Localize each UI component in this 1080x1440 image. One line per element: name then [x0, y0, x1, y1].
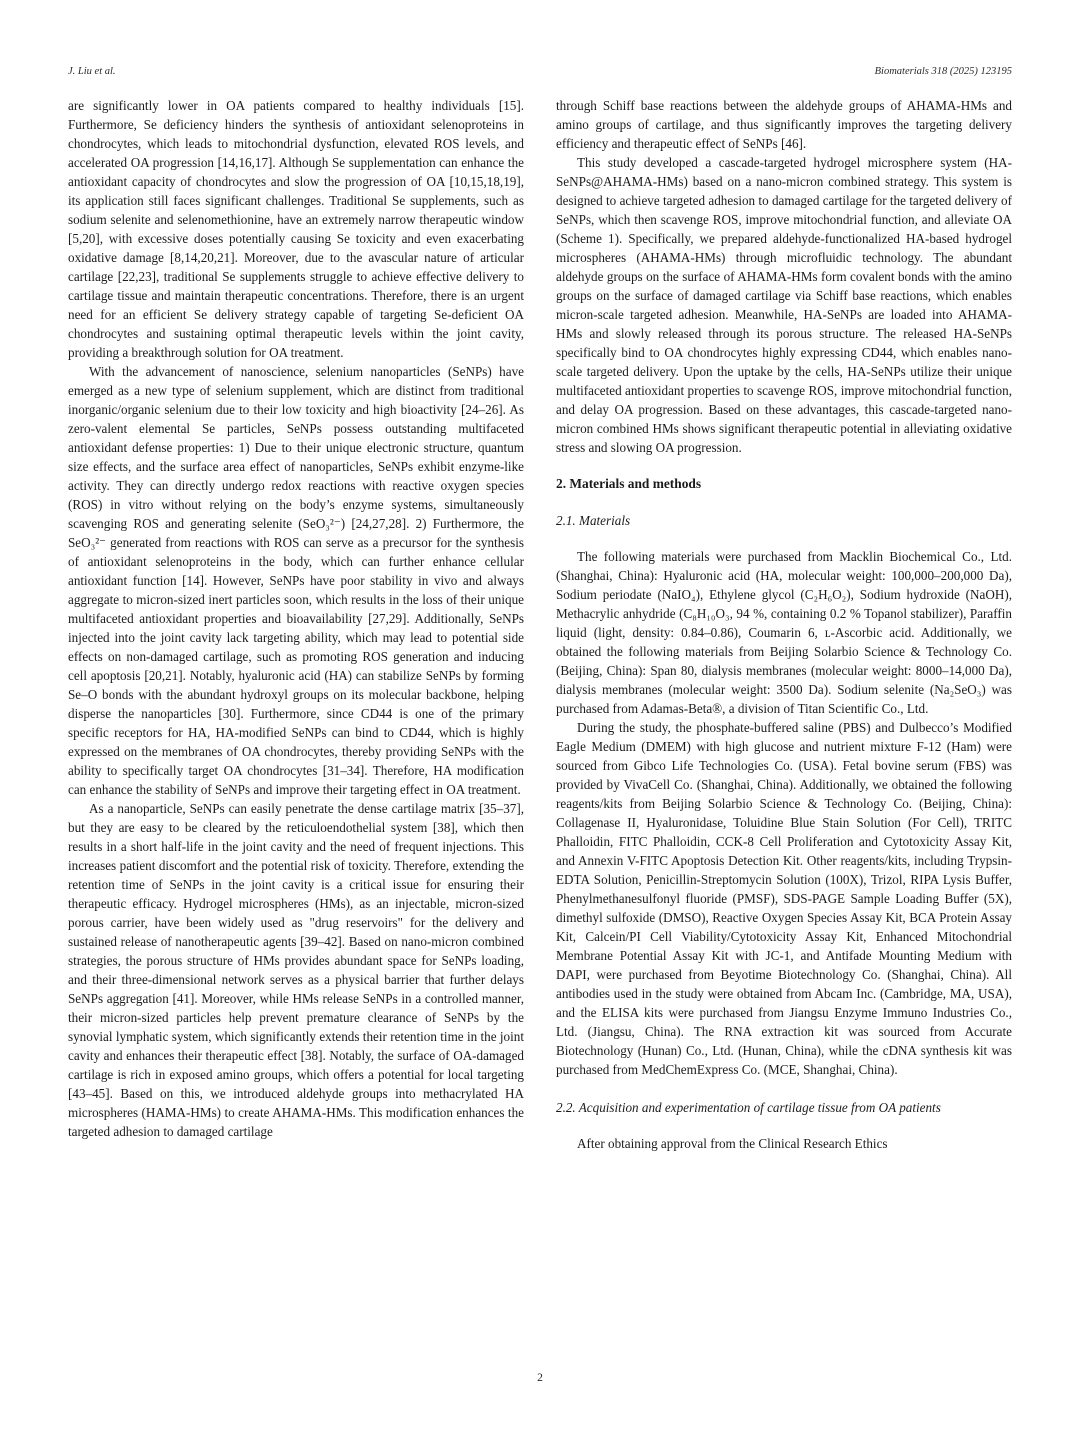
page-number: 2 [537, 1372, 543, 1384]
paragraph: are significantly lower in OA patients compared to healthy individuals [15]. Furthermore, Se deficiency hinders the synthesis of antioxidant selenoproteins in chondrocytes, which leads to mitochondrial dysfunction, elevated ROS levels, and accelerated OA progression [14,16,17]. Although Se supplementation can enhance the antioxidant capacity of chondrocytes and slow the progression of OA [10,15,18,19], its application still faces significant challenges. Traditional Se supplements, such as sodium selenite and selenomethionine, have an extremely narrow therapeutic window [5,20], with excessive doses potentially causing Se toxicity and even exacerbating oxidative damage [8,14,20,21]. Moreover, due to the avascular nature of articular cartilage [22,23], traditional Se supplements struggle to achieve effective delivery to cartilage tissue and maintain therapeutic concentrations. Therefore, there is an urgent need for an efficient Se delivery strategy capable of targeting Se-deficient OA chondrocytes and sustaining optimal therapeutic levels within the joint cavity, providing a breakthrough solution for OA treatment. [68, 98, 524, 360]
paragraph: through Schiff base reactions between the aldehyde groups of AHAMA-HMs and amino groups of cartilage, and thus significantly improves the targeting delivery efficiency and therapeutic effect of SeNPs [46]. [556, 98, 1012, 151]
paragraph: This study developed a cascade-targeted hydrogel microsphere system (HA-SeNPs@AHAMA-HMs) based on a nano-micron combined strategy. This system is designed to achieve targeted adhesion to damaged cartilage for the targeted delivery of SeNPs, which then scavenge ROS, improve mitochondrial function, and alleviate OA (Scheme 1). Specifically, we prepared aldehyde-functionalized HA-based hydrogel microspheres (AHAMA-HMs) through microfluidic technology. The abundant aldehyde groups on the surface of AHAMA-HMs form covalent bonds with the amino groups on the surface of damaged cartilage via Schiff base reactions, which enables micron-scale targeted adhesion. Meanwhile, HA-SeNPs are loaded into AHAMA-HMs and slowly released through its porous structure. The released HA-SeNPs specifically bind to OA chondrocytes highly expressing CD44, which enables nano-scale targeted delivery. Upon the uptake by the cells, HA-SeNPs utilize their unique multifaceted antioxidant properties to scavenge ROS, improve mitochondrial function, and delay OA progression. Based on these advantages, this cascade-targeted nano-micron combined HMs shows significant therapeutic potential in alleviating oxidative stress and slowing OA progression. [556, 155, 1012, 455]
paragraph: As a nanoparticle, SeNPs can easily penetrate the dense cartilage matrix [35–37], but they are easy to be cleared by the reticuloendothelial system [38], which then results in a short half-life in the joint cavity and the need of frequent injections. This increases patient discomfort and the potential risk of toxicity. Therefore, extending the retention time of SeNPs in the joint cavity is a critical issue for ensuring their therapeutic efficacy. Hydrogel microspheres (HMs), as an injectable, micron-sized porous carrier, have been widely used as "drug reservoirs" for the delivery and sustained release of nanotherapeutic agents [39–42]. Based on nano-micron combined strategies, the porous structure of HMs provides abundant space for SeNPs loading, and their three-dimensional network serves as a physical barrier that further delays SeNPs aggregation [41]. Moreover, while HMs release SeNPs in a controlled manner, their micron-sized particles help prevent premature clearance of SeNPs by the synovial lymphatic system, which significantly extends their retention time in the joint cavity and enhances their therapeutic effect [38]. Notably, the surface of OA-damaged cartilage is rich in exposed amino groups, which offers a potential for local targeting [43–45]. Based on this, we introduced aldehyde groups into methacrylated HA microspheres (HAMA-HMs) to create AHAMA-HMs. This modification enhances the targeted adhesion to damaged cartilage [68, 801, 524, 1139]
section-heading: 2. Materials and methods [556, 476, 702, 491]
header-authors: J. Liu et al. [68, 66, 116, 77]
subsection-heading: 2.2. Acquisition and experimentation of cartilage tissue from OA patients [556, 1100, 941, 1115]
left-column [68, 96, 524, 1141]
paragraph: The following materials were purchased from Macklin Biochemical Co., Ltd. (Shanghai, China): Hyaluronic acid (HA, molecular weight: 100,000–200,000 Da), Sodium periodate (NaIO₄), Ethylene glycol (C₂H₆O₂), Sodium hydroxide (NaOH), Methacrylic anhydride (C₈H₁₀O₃, 94 %, containing 0.2 % Topanol stabilizer), Paraffin liquid (light, density: 0.84–0.86), Coumarin 6, ʟ-Ascorbic acid. Additionally, we obtained the following materials from Beijing Solarbio Science & Technology Co. (Beijing, China): Span 80, dialysis membranes (molecular weight: 8000–14,000 Da), dialysis membranes (molecular weight: 3500 Da). Sodium selenite (Na₂SeO₃) was purchased from Adamas-Beta®, a division of Titan Scientific Co., Ltd. [556, 549, 1012, 716]
right-column [556, 96, 1012, 1153]
paragraph: With the advancement of nanoscience, selenium nanoparticles (SeNPs) have emerged as a new type of selenium supplement, which are distinct from traditional inorganic/organic selenium due to their low toxicity and high bioactivity [24–26]. As zero-valent elemental Se particles, SeNPs possess outstanding multifaceted antioxidant defense properties: 1) Due to their unique electronic structure, quantum size effects, and the surface area effect of nanoparticles, SeNPs exhibit enzyme-like activity. They can directly undergo redox reactions with reactive oxygen species (ROS) in vitro without relying on the body’s enzyme systems, simultaneously scavenging ROS and generating selenite (SeO₃²⁻) [24,27,28]. 2) Furthermore, the SeO₃²⁻ generated from reactions with ROS can serve as a precursor for the synthesis of antioxidant selenoproteins in the body, which can further enhance cellular antioxidant function [14]. However, SeNPs have poor stability in vivo and always aggregate to micron-sized inert particles soon, which results in the loss of their unique multifaceted antioxidant properties and bioavailability [27,29]. Additionally, SeNPs injected into the joint cavity lack targeting ability, which may lead to potential side effects on non-damaged cartilage, such as promoting ROS generation and inducing cell apoptosis [20,21]. Notably, hyaluronic acid (HA) can stabilize SeNPs by forming Se–O bonds with the abundant hydroxyl groups on its molecular backbone, helping disperse the nanoparticles [30]. Furthermore, since CD44 is one of the primary specific receptors for HA, HA-modified SeNPs can bind to CD44, which is highly expressed on the membranes of OA chondrocytes, thereby providing SeNPs with the ability to specifically target OA chondrocytes [31–34]. Therefore, HA modification can enhance the stability of SeNPs and improve their targeting effect in OA treatment. [68, 364, 524, 797]
paragraph: After obtaining approval from the Clinical Research Ethics [577, 1136, 888, 1151]
header-journal-citation: Biomaterials 318 (2025) 123195 [874, 66, 1012, 77]
paragraph: During the study, the phosphate-buffered saline (PBS) and Dulbecco’s Modified Eagle Medium (DMEM) with high glucose and nutrient mixture F-12 (Ham) were sourced from Gibco Life Technologies Co. (USA). Fetal bovine serum (FBS) was provided by VivaCell Co. (Shanghai, China). Additionally, we obtained the following reagents/kits from Beijing Solarbio Science & Technology Co. (Beijing, China): Collagenase II, Hyaluronidase, Toluidine Blue Stain Solution (For Cell), TRITC Phalloidin, FITC Phalloidin, CCK-8 Cell Proliferation and Cytotoxicity Assay Kit, and Annexin V-FITC Apoptosis Detection Kit. Other reagents/kits, including Trypsin-EDTA Solution, Penicillin-Streptomycin Solution (100X), Trizol, RIPA Lysis Buffer, Phenylmethanesulfonyl fluoride (PMSF), SDS-PAGE Sample Loading Buffer (5X), dimethyl sulfoxide (DMSO), Reactive Oxygen Species Assay Kit, BCA Protein Assay Kit, Calcein/PI Cell Viability/Cytotoxicity Assay Kit, Enhanced Mitochondrial Membrane Potential Assay Kit with JC-1, and Antifade Mounting Medium with DAPI, were purchased from Beyotime Biotechnology Co. (Shanghai, China). All antibodies used in the study were obtained from Abcam Inc. (Cambridge, MA, USA), and the ELISA kits were purchased from Jiangsu Enzyme Immuno Industries Co., Ltd. (Jiangsu, China). The RNA extraction kit was sourced from Accurate Biotechnology (Hunan) Co., Ltd. (Hunan, China), while the cDNA synthesis kit was purchased from MedChemExpress Co. (MCE, Shanghai, China). [556, 720, 1012, 1077]
subsection-heading: 2.1. Materials [556, 513, 631, 528]
